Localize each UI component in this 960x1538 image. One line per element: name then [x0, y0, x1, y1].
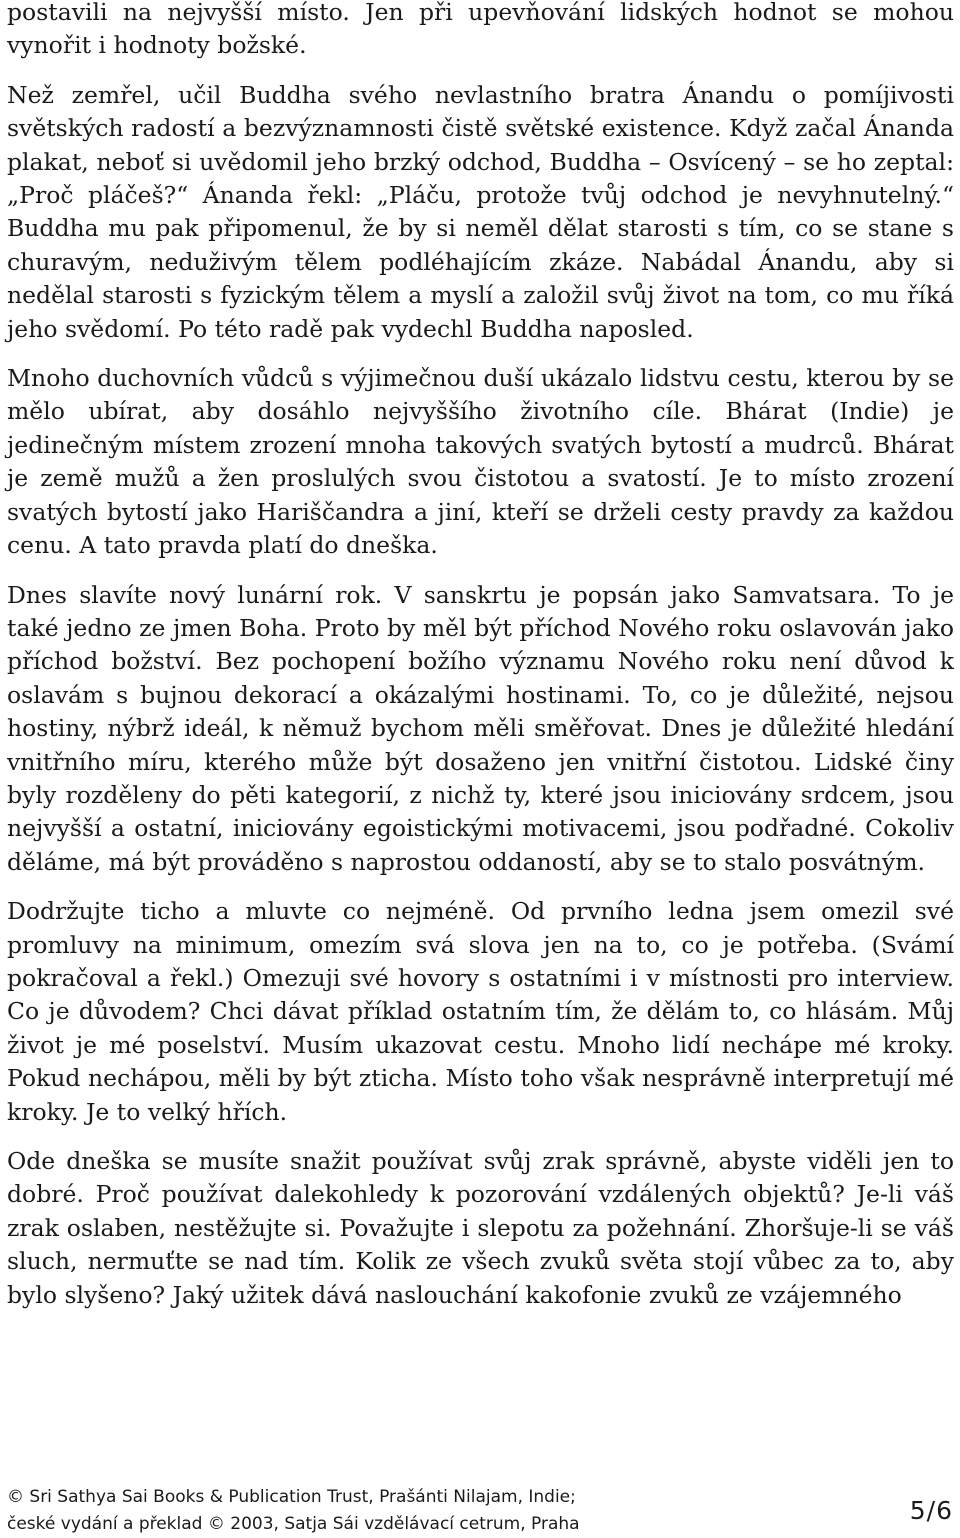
- paragraph-1: postavili na nejvyšší místo. Jen při upevňování lidských hodnot se mohou vynořit i hodnoty božské.: [7, 0, 954, 60]
- paragraph-5: Dodržujte ticho a mluvte co nejméně. Od prvního ledna jsem omezil své promluvy na minimum, omezím svá slova jen na to, co je potřeba. (Svámí pokračoval a řekl.) Omezuji své hovory s ostatními i v místnosti pro interview. Co je důvodem? Chci dávat příklad ostatním tím, že dělám to, co hlásám. Můj život je mé poselství. Musím ukazovat cestu. Mnoho lidí nechápe mé kroky. Pokud nechápou, měli by být zticha. Místo toho však nesprávně interpretují mé kroky. Je to velký hřích.: [7, 897, 954, 1126]
- paragraph-3: Mnoho duchovních vůdců s výjimečnou duší ukázalo lidstvu cestu, kterou by se mělo ubírat, aby dosáhlo nejvyššího životního cíle. Bhárat (Indie) je jedinečným místem zrození mnoha takových svatých bytostí a mudrců. Bhárat je země mužů a žen proslulých svou čistotou a svatostí. Je to místo zrození svatých bytostí jako Hariščandra a jiní, kteří se drželi cesty pravdy za každou cenu. A tato pravda platí do dneška.: [7, 364, 954, 560]
- footer-line-1: © Sri Sathya Sai Books & Publication Trust, Prašánti Nilajam, Indie;: [7, 1487, 576, 1507]
- document-body: [7, 0, 954, 1312]
- paragraph-4: Dnes slavíte nový lunární rok. V sanskrtu je popsán jako Samvatsara. To je také jedno ze jmen Boha. Proto by měl být příchod Nového roku oslavován jako příchod božství. Bez pochopení božího významu Nového roku není důvod k oslavám s bujnou dekorací a okázalými hostinami. To, co je důležité, nejsou hostiny, nýbrž ideál, k němuž bychom měli směřovat. Dnes je důležité hledání vnitřního míru, kterého může být dosaženo jen vnitřní čistotou. Lidské činy byly rozděleny do pěti kategorií, z nichž ty, které jsou iniciovány srdcem, jsou nejvyšší a ostatní, iniciovány egoistickými motivacemi, jsou podřadné. Cokoliv děláme, má být prováděno s naprostou oddaností, aby se to stalo posvátným.: [7, 580, 954, 876]
- page-number: 5/6: [909, 1496, 953, 1525]
- page-footer: [7, 1484, 953, 1536]
- footer-line-2: české vydání a překlad © 2003, Satja Sái vzdělávací cetrum, Praha: [7, 1514, 580, 1534]
- footer-copyright: [7, 1484, 580, 1538]
- paragraph-2: Než zemřel, učil Buddha svého nevlastního bratra Ánandu o pomíjivosti světských radostí a bezvýznamnosti čistě světské existence. Když začal Ánanda plakat, neboť si uvědomil jeho brzký odchod, Buddha – Osvícený – se ho zeptal: „Proč pláčeš?“ Ánanda řekl: „Pláču, protože tvůj odchod je nevyhnutelný.“ Buddha mu pak připomenul, že by si neměl dělat starosti s tím, co se stane s churavým, neduživým tělem podléhajícím zkáze. Nabádal Ánandu, aby si nedělal starosti s fyzickým tělem a myslí a založil svůj život na tom, co mu říká jeho svědomí. Po této radě pak vydechl Buddha naposled.: [7, 80, 954, 343]
- paragraph-6: Ode dneška se musíte snažit používat svůj zrak správně, abyste viděli jen to dobré. Proč používat dalekohledy k pozorování vzdálených objektů? Je-li váš zrak oslaben, nestěžujte si. Považujte i slepotu za požehnání. Zhoršuje-li se váš sluch, nermuťte se nad tím. Kolik ze všech zvuků světa stojí vůbec za to, aby bylo slyšeno? Jaký užitek dává naslouchání kakofonie zvuků ze vzájemného: [7, 1147, 954, 1309]
